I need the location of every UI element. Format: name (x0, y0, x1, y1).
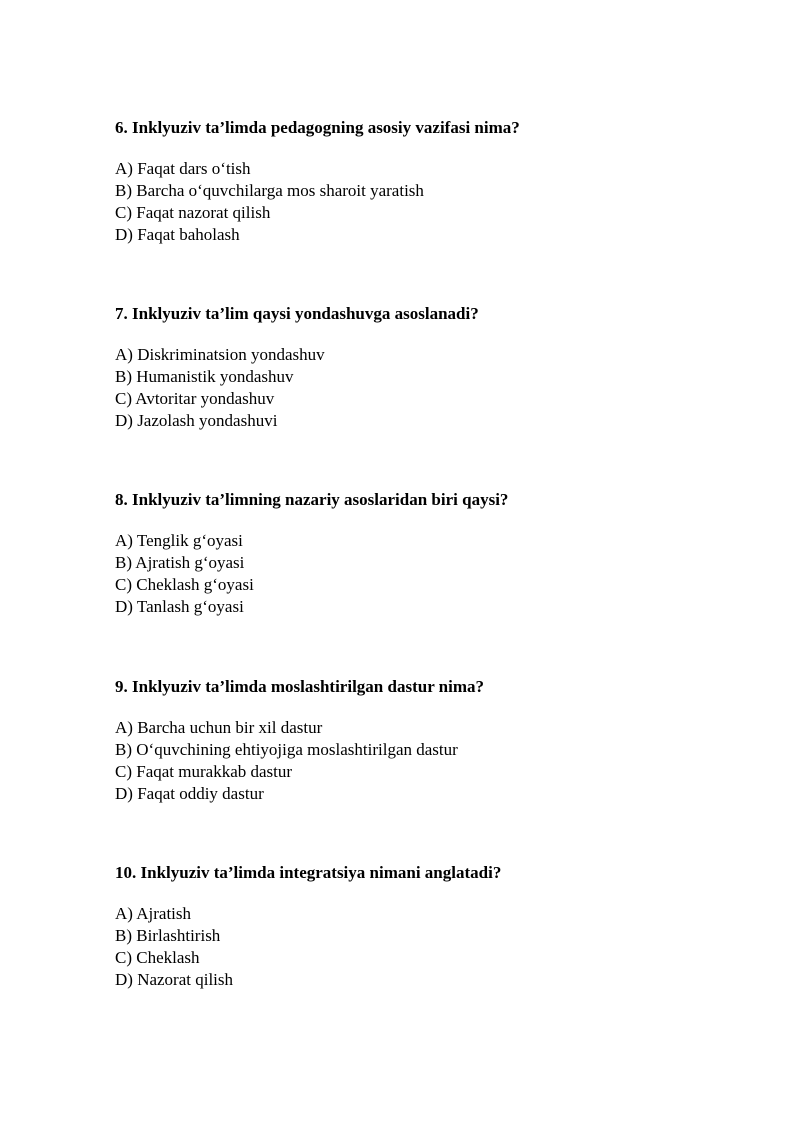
question-title: 7. Inklyuziv ta’lim qaysi yondashuvga asoslanadi? (115, 304, 479, 323)
question-7 (115, 304, 735, 432)
question-10 (115, 863, 735, 991)
option-d: D) Faqat oddiy dastur (115, 784, 264, 803)
option-d: D) Jazolash yondashuvi (115, 411, 278, 430)
question-title: 9. Inklyuziv ta’limda moslashtirilgan dastur nima? (115, 677, 485, 696)
option-c: C) Cheklash g‘oyasi (115, 575, 254, 594)
answer-options (115, 158, 735, 246)
option-a: A) Faqat dars o‘tish (115, 159, 251, 178)
answer-options (115, 530, 735, 618)
option-d: D) Tanlash g‘oyasi (115, 597, 244, 616)
question-title: 8. Inklyuziv ta’limning nazariy asoslaridan biri qaysi? (115, 490, 509, 509)
option-a: A) Tenglik g‘oyasi (115, 531, 243, 550)
option-a: A) Diskriminatsion yondashuv (115, 345, 325, 364)
option-d: D) Faqat baholash (115, 225, 240, 244)
question-8 (115, 490, 735, 618)
option-b: B) Humanistik yondashuv (115, 367, 294, 386)
option-c: C) Cheklash (115, 948, 200, 967)
option-b: B) Barcha o‘quvchilarga mos sharoit yaratish (115, 181, 424, 200)
option-b: B) Ajratish g‘oyasi (115, 553, 245, 572)
option-d: D) Nazorat qilish (115, 970, 234, 989)
option-b: B) O‘quvchining ehtiyojiga moslashtirilgan dastur (115, 740, 458, 759)
answer-options (115, 717, 735, 805)
question-9 (115, 677, 735, 805)
option-b: B) Birlashtirish (115, 926, 221, 945)
question-6 (115, 118, 735, 246)
question-title: 10. Inklyuziv ta’limda integratsiya nimani anglatadi? (115, 863, 502, 882)
option-a: A) Barcha uchun bir xil dastur (115, 718, 323, 737)
option-a: A) Ajratish (115, 904, 192, 923)
question-title: 6. Inklyuziv ta’limda pedagogning asosiy vazifasi nima? (115, 118, 520, 137)
option-c: C) Faqat murakkab dastur (115, 762, 293, 781)
answer-options (115, 903, 735, 991)
answer-options (115, 344, 735, 432)
option-c: C) Faqat nazorat qilish (115, 203, 271, 222)
option-c: C) Avtoritar yondashuv (115, 389, 275, 408)
